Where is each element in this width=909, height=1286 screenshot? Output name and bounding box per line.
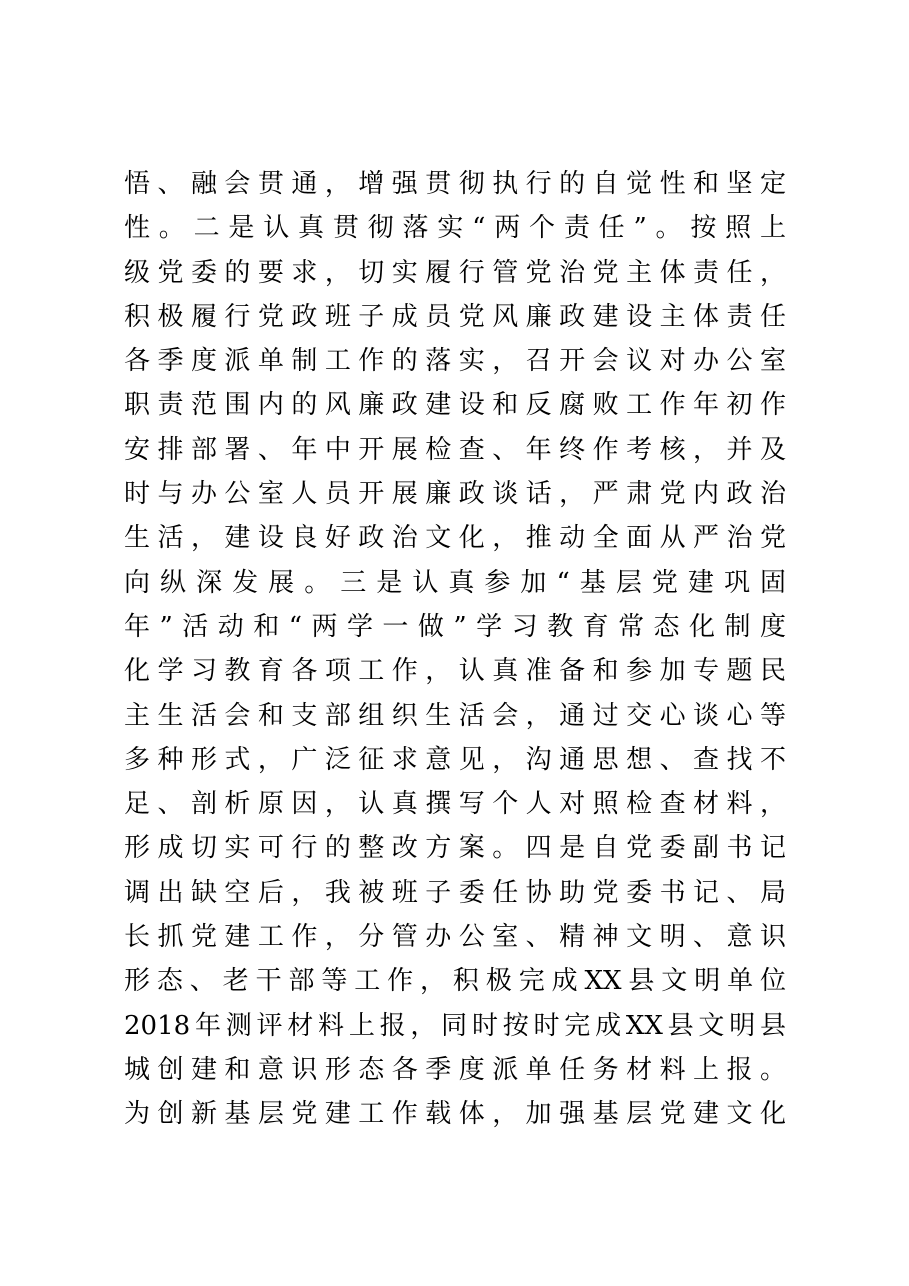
text-line: 悟、融会贯通，增强贯彻执行的自觉性和坚定	[124, 169, 786, 199]
text-line: 积极履行党政班子成员党风廉政建设主体责任	[124, 301, 786, 332]
text-line: 向纵深发展。三是认真参加“基层党建巩固	[124, 567, 786, 598]
text-line: 年”活动和“两学一做”学习教育常态化制度	[124, 611, 786, 642]
text-line: 时与办公室人员开展廉政谈话，严肃党内政治	[124, 479, 786, 510]
text-line: 化学习教育各项工作，认真准备和参加专题民	[124, 656, 786, 687]
text-line: 为创新基层党建工作载体，加强基层党建文化	[124, 1099, 786, 1130]
text-line: 2018年测评材料上报，同时按时完成XX县文明县	[124, 1010, 786, 1041]
text-line: 城创建和意识形态各季度派单任务材料上报。	[124, 1054, 786, 1085]
text-line: 各季度派单制工作的落实，召开会议对办公室	[124, 346, 786, 377]
body-paragraph	[124, 162, 786, 1137]
text-line: 职责范围内的风廉政建设和反腐败工作年初作	[124, 390, 786, 421]
text-line: 形态、老干部等工作，积极完成XX县文明单位	[124, 966, 786, 997]
text-line: 主生活会和支部组织生活会，通过交心谈心等	[124, 700, 786, 731]
text-line: 长抓党建工作，分管办公室、精神文明、意识	[124, 922, 786, 953]
text-line: 多种形式，广泛征求意见，沟通思想、查找不	[124, 744, 786, 775]
text-line: 性。二是认真贯彻落实“两个责任”。按照上	[124, 213, 786, 244]
text-line: 级党委的要求，切实履行管党治党主体责任，	[124, 257, 786, 288]
text-line: 调出缺空后，我被班子委任协助党委书记、局	[124, 877, 786, 908]
text-line: 生活，建设良好政治文化，推动全面从严治党	[124, 523, 786, 554]
text-line: 形成切实可行的整改方案。四是自党委副书记	[124, 833, 786, 864]
text-line: 安排部署、年中开展检查、年终作考核，并及	[124, 434, 786, 465]
text-line: 足、剖析原因，认真撰写个人对照检查材料，	[124, 789, 786, 820]
